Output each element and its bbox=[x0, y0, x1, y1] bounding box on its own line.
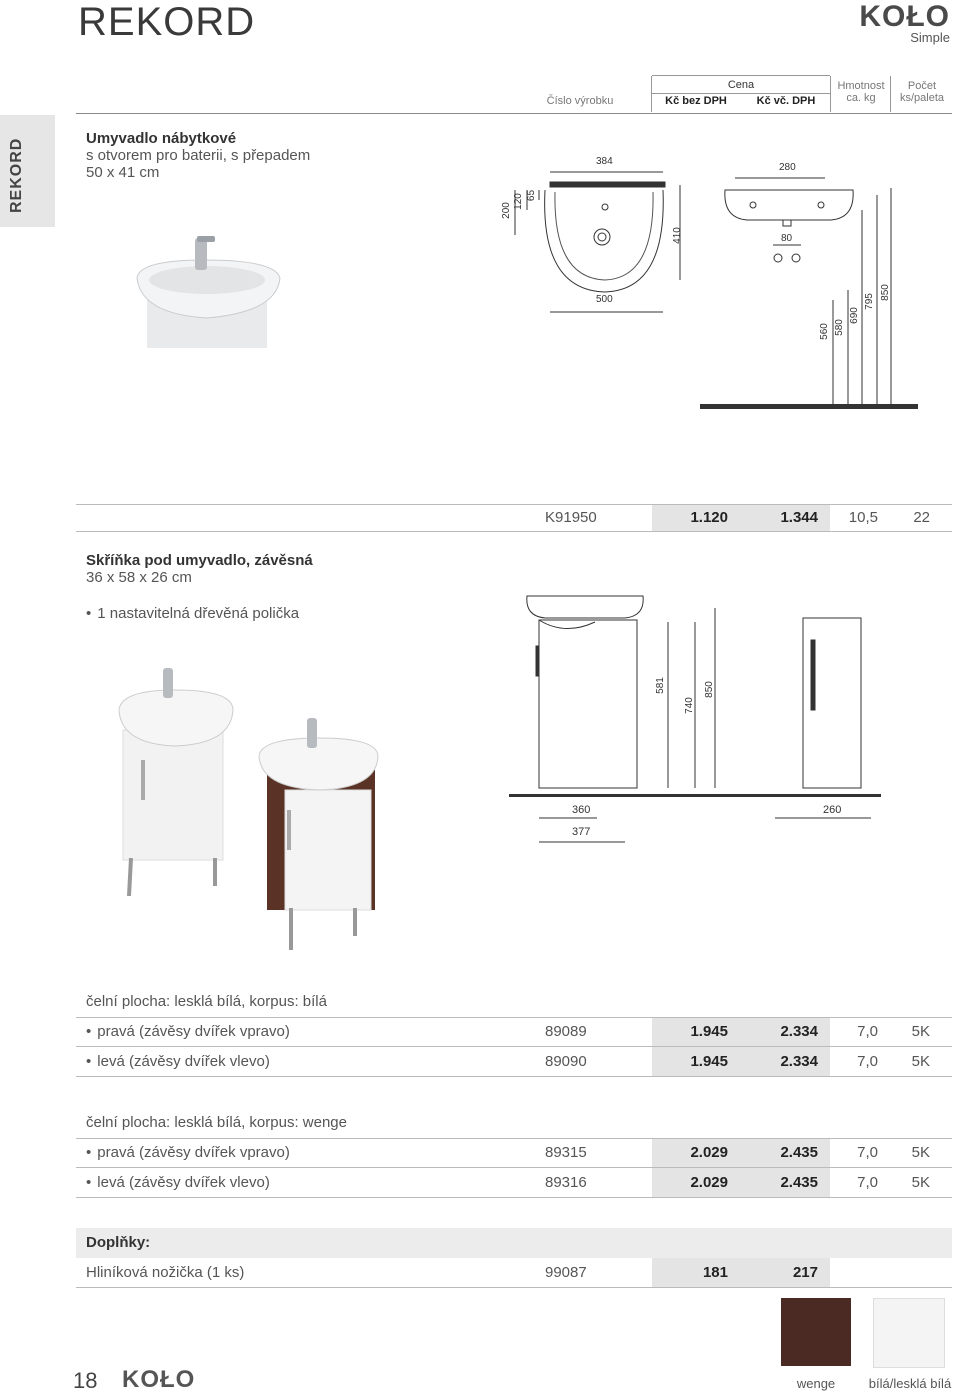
group2-row1-price-vat: 2.435 bbox=[780, 1144, 818, 1161]
col-hmotnost bbox=[832, 80, 890, 104]
group2-row2-price-vat: 2.435 bbox=[780, 1174, 818, 1191]
cabinet-white-handle bbox=[141, 760, 145, 800]
accessory-price: 181 bbox=[702, 1264, 728, 1281]
product1-price-vat: 1.344 bbox=[780, 509, 818, 526]
group2-row1-code: 89315 bbox=[545, 1144, 587, 1161]
basin-photo-inner bbox=[149, 266, 265, 294]
side-tab bbox=[0, 115, 55, 227]
swatch-wenge-label: wenge bbox=[796, 1376, 836, 1391]
cabinet-front-handle bbox=[536, 646, 539, 676]
basin-top-taphole bbox=[602, 204, 608, 210]
swatch-white bbox=[873, 1298, 945, 1368]
dim-581: 581 bbox=[654, 677, 666, 694]
logo-text: KOŁO bbox=[859, 0, 950, 33]
group1-row1-weight: 7,0 bbox=[857, 1023, 878, 1040]
cabinet-front-outline bbox=[539, 620, 637, 788]
accessory-price-vat: 217 bbox=[792, 1264, 818, 1281]
col-divider bbox=[890, 76, 891, 112]
basin-side-outline bbox=[725, 190, 853, 220]
dim-560: 560 bbox=[818, 323, 830, 340]
dim-200: 200 bbox=[500, 202, 512, 219]
product1-name: Umyvadlo nábytkové bbox=[86, 130, 237, 147]
dim-360: 360 bbox=[572, 804, 591, 816]
group1-row1-count: 5K bbox=[911, 1023, 930, 1040]
group1-row2-count: 5K bbox=[911, 1053, 930, 1070]
row-rule bbox=[76, 1287, 952, 1288]
group1-row2-code: 89090 bbox=[545, 1053, 587, 1070]
row-rule bbox=[76, 1076, 952, 1077]
col-pocet bbox=[892, 80, 952, 104]
accessory-name: Hliníková nožička (1 ks) bbox=[86, 1264, 245, 1281]
floor-line bbox=[700, 404, 918, 409]
group1-row1-name: • pravá (závěsy dvířek vpravo) bbox=[86, 1023, 290, 1040]
cabinet-white-body bbox=[123, 730, 223, 860]
group2-label: čelní plocha: lesklá bílá, korpus: wenge bbox=[86, 1114, 347, 1131]
group2-row2-name: • levá (závěsy dvířek vlevo) bbox=[86, 1174, 270, 1191]
row-rule bbox=[76, 1167, 952, 1168]
faucet-white bbox=[163, 668, 173, 698]
cabinet-basin-outline bbox=[527, 596, 643, 618]
dim-580: 580 bbox=[833, 319, 845, 336]
swatch-white-label: bílá/lesklá bílá bbox=[868, 1376, 952, 1391]
dim-850: 850 bbox=[879, 284, 891, 301]
product1-count: 22 bbox=[913, 509, 930, 526]
fixing-right bbox=[792, 254, 800, 262]
dim-500: 500 bbox=[596, 294, 613, 305]
dim-80: 80 bbox=[781, 233, 793, 244]
basin-top-rim bbox=[550, 182, 665, 187]
product2-header bbox=[86, 552, 313, 586]
page-title: REKORD bbox=[78, 0, 256, 44]
floor-line bbox=[509, 794, 881, 797]
dim-690: 690 bbox=[848, 307, 860, 324]
dim-795: 795 bbox=[863, 293, 875, 310]
dim-384: 384 bbox=[596, 156, 613, 167]
fixing-left bbox=[774, 254, 782, 262]
dim-377: 377 bbox=[572, 826, 591, 838]
group1-row1-price-vat: 2.334 bbox=[780, 1023, 818, 1040]
row-rule bbox=[76, 531, 952, 532]
group1-row2-name: • levá (závěsy dvířek vlevo) bbox=[86, 1053, 270, 1070]
cabinet-wenge-door bbox=[285, 790, 371, 910]
product1-desc2: 50 x 41 cm bbox=[86, 164, 160, 181]
col-divider bbox=[652, 93, 830, 94]
group2-row2-code: 89316 bbox=[545, 1174, 587, 1191]
col-hmotnost-1: Hmotnost bbox=[837, 80, 885, 92]
col-cena: Cena bbox=[727, 79, 755, 91]
product1-code: K91950 bbox=[545, 509, 597, 526]
col-bez-dph: Kč bez DPH bbox=[665, 95, 727, 107]
row-rule bbox=[76, 1046, 952, 1047]
basin-drawings bbox=[495, 150, 930, 415]
leg bbox=[129, 858, 131, 896]
group1-row2-weight: 7,0 bbox=[857, 1053, 878, 1070]
product2-name: Skříňka pod umyvadlo, závěsná bbox=[86, 552, 313, 569]
group1-row2-price: 1.945 bbox=[690, 1053, 728, 1070]
col-vc-dph: Kč vč. DPH bbox=[756, 95, 816, 107]
dim-120: 120 bbox=[512, 193, 524, 210]
group2-row2-count: 5K bbox=[911, 1174, 930, 1191]
cabinet-side-handle bbox=[811, 640, 815, 710]
row-rule bbox=[76, 1197, 952, 1198]
group2-row1-name: • pravá (závěsy dvířek vpravo) bbox=[86, 1144, 290, 1161]
basin-top-inner bbox=[555, 192, 653, 280]
basin-side-mark-left bbox=[750, 202, 756, 208]
brand-logo bbox=[859, 2, 950, 45]
product2-desc: 36 x 58 x 26 cm bbox=[86, 569, 192, 586]
group1-label: čelní plocha: lesklá bílá, korpus: bílá bbox=[86, 993, 327, 1010]
page-number: 18 bbox=[73, 1368, 98, 1393]
footer-logo: KOŁO bbox=[122, 1366, 196, 1393]
accessories-label: Doplňky: bbox=[86, 1234, 151, 1251]
group2-row2-price: 2.029 bbox=[690, 1174, 728, 1191]
group2-row2-weight: 7,0 bbox=[857, 1174, 878, 1191]
product1-desc1: s otvorem pro baterii, s přepadem bbox=[86, 147, 311, 164]
product1-header bbox=[86, 130, 310, 181]
swatch-wenge bbox=[781, 1298, 851, 1366]
col-divider bbox=[652, 75, 830, 76]
basin-photo-faucet bbox=[195, 238, 207, 270]
dim-280: 280 bbox=[779, 162, 796, 173]
col-cislo: Číslo výrobku bbox=[546, 95, 614, 107]
accessory-code: 99087 bbox=[545, 1264, 587, 1281]
dim-740: 740 bbox=[683, 697, 695, 714]
dim-850: 850 bbox=[703, 681, 715, 698]
basin-top-drain bbox=[594, 229, 610, 245]
basin-top-drain-inner bbox=[598, 233, 606, 241]
group1-row1-price: 1.945 bbox=[690, 1023, 728, 1040]
dim-65: 65 bbox=[526, 189, 538, 202]
basin-photo bbox=[135, 230, 285, 350]
faucet-wenge bbox=[307, 718, 317, 748]
basin-photo-lever bbox=[197, 236, 215, 242]
dim-260: 260 bbox=[823, 804, 842, 816]
cabinet-wenge-handle bbox=[287, 810, 291, 850]
group1-row1-code: 89089 bbox=[545, 1023, 587, 1040]
header-rule bbox=[76, 113, 952, 114]
col-pocet-2: ks/paleta bbox=[899, 92, 945, 104]
dim-410: 410 bbox=[671, 227, 683, 244]
group2-row1-count: 5K bbox=[911, 1144, 930, 1161]
group2-row1-weight: 7,0 bbox=[857, 1144, 878, 1161]
col-divider bbox=[830, 76, 831, 112]
col-pocet-1: Počet bbox=[907, 80, 937, 92]
product1-price: 1.120 bbox=[690, 509, 728, 526]
col-hmotnost-2: ca. kg bbox=[846, 92, 876, 104]
cabinet-photo bbox=[115, 660, 385, 955]
side-tab-label: REKORD bbox=[8, 137, 25, 213]
product2-feature: • 1 nastavitelná dřevěná polička bbox=[86, 605, 299, 622]
product1-weight: 10,5 bbox=[848, 509, 878, 526]
basin-side-mark-right bbox=[818, 202, 824, 208]
logo-sub: Simple bbox=[910, 30, 950, 45]
basin-side-outlet bbox=[783, 220, 791, 226]
group1-row2-price-vat: 2.334 bbox=[780, 1053, 818, 1070]
accessories-band bbox=[76, 1228, 952, 1258]
group2-row1-price: 2.029 bbox=[690, 1144, 728, 1161]
